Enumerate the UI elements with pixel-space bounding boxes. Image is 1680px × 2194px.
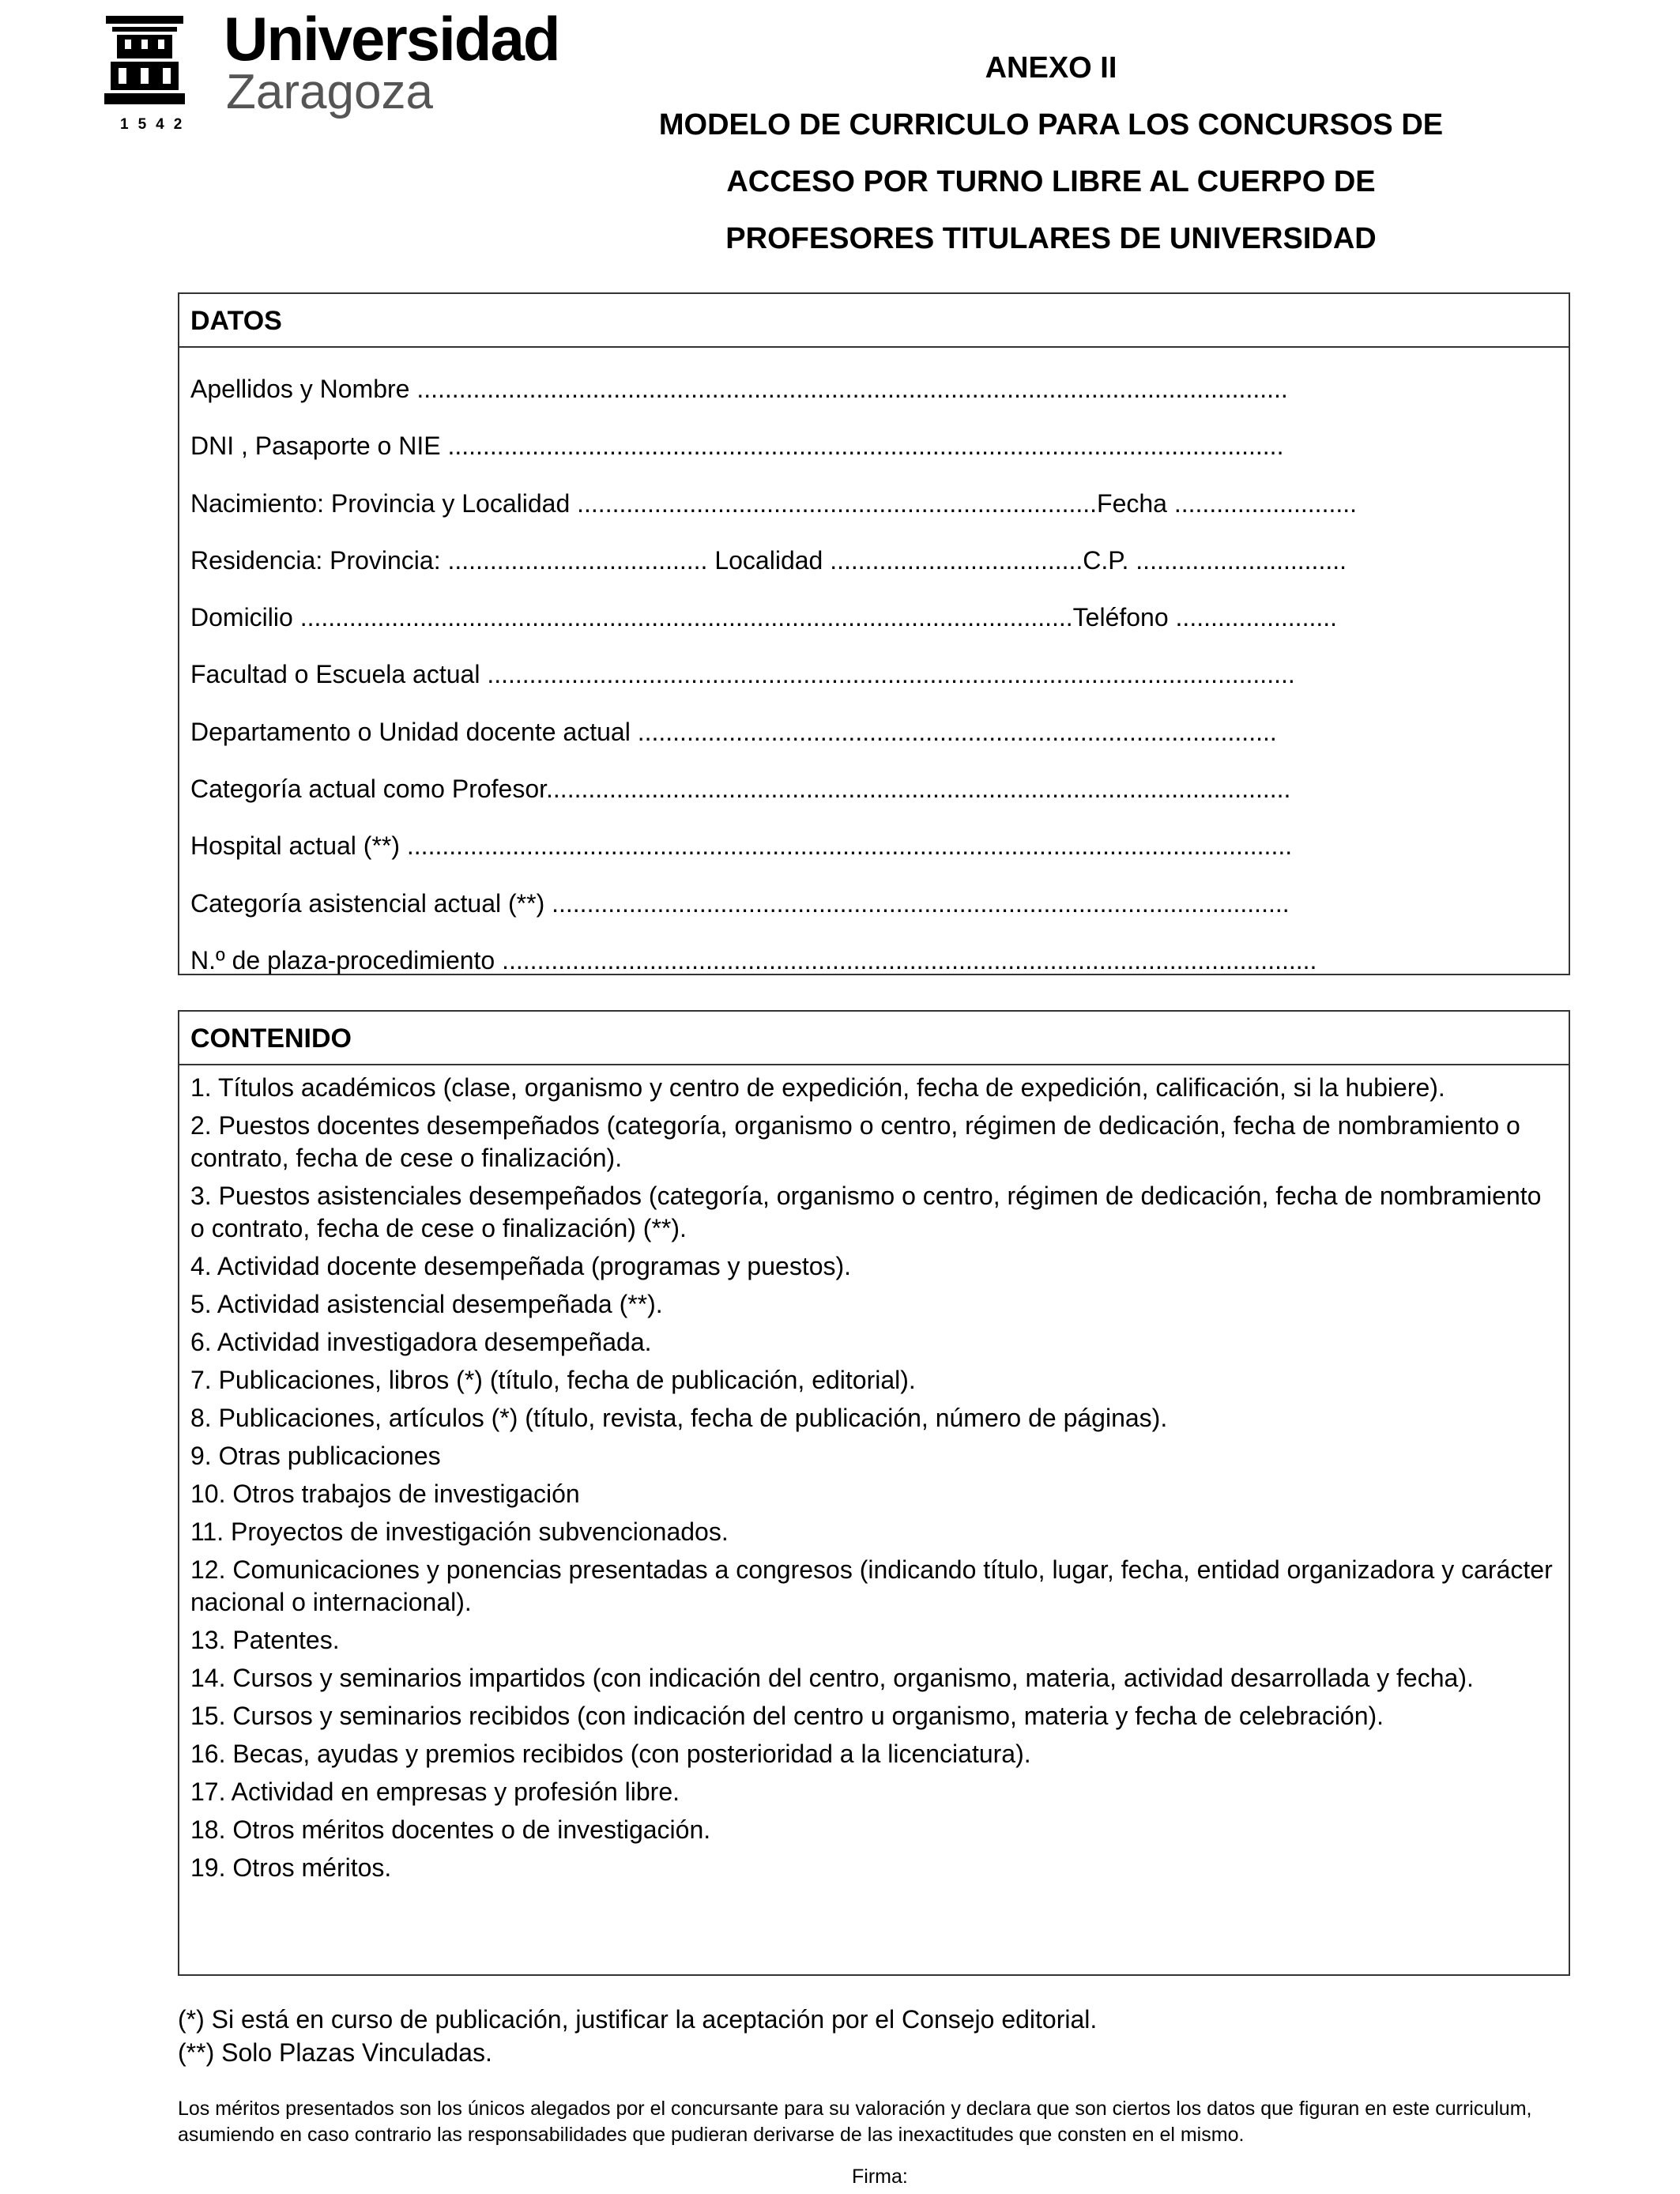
list-item: 12. Comunicaciones y ponencias presentadas a congresos (indicando título, lugar, fecha, entidad organizadora y carácter nacional o internacional).	[190, 1555, 1553, 1616]
logo-title: Universidad	[224, 4, 559, 74]
contenido-list	[179, 1065, 1569, 1884]
logo-year: 1542	[120, 116, 192, 133]
field-nacimiento[interactable]: Nacimiento: Provincia y Localidad ..........................................................................Fecha ..........................	[190, 488, 1358, 518]
list-item: 19. Otros méritos.	[190, 1853, 392, 1882]
footnotes	[178, 2003, 1097, 2069]
field-dni[interactable]: DNI , Pasaporte o NIE .......................................................................................................................	[190, 432, 1284, 461]
datos-fields	[179, 348, 1569, 989]
signature-label: Firma:	[852, 2166, 908, 2188]
title-line: ANEXO II	[985, 51, 1117, 85]
contenido-section	[178, 1010, 1570, 1976]
field-domicilio[interactable]: Domicilio ..............................................................................................................Teléfono .......................	[190, 603, 1338, 632]
list-item: 7. Publicaciones, libros (*) (título, fecha de publicación, editorial).	[190, 1366, 916, 1394]
footnote: (*) Si está en curso de publicación, justificar la aceptación por el Consejo editorial.	[178, 2005, 1098, 2034]
university-logo	[101, 4, 559, 139]
list-item: 5. Actividad asistencial desempeñada (**).	[190, 1290, 663, 1318]
list-item: 10. Otros trabajos de investigación	[190, 1480, 580, 1508]
list-item: 17. Actividad en empresas y profesión libre.	[190, 1777, 680, 1806]
footnote: (**) Solo Plazas Vinculadas.	[178, 2038, 492, 2067]
list-item: 14. Cursos y seminarios impartidos (con indicación del centro, organismo, materia, actividad desarrollada y fecha).	[190, 1664, 1474, 1692]
title-line: MODELO DE CURRICULO PARA LOS CONCURSOS DE	[658, 108, 1444, 141]
field-categoria-profesor[interactable]: Categoría actual como Profesor..........................................................................................................	[190, 775, 1291, 804]
field-facultad[interactable]: Facultad o Escuela actual ...................................................................................................................	[190, 660, 1295, 689]
title-line: PROFESORES TITULARES DE UNIVERSIDAD	[725, 222, 1377, 255]
list-item: 11. Proyectos de investigación subvencionados.	[190, 1517, 729, 1546]
list-item: 6. Actividad investigadora desempeñada.	[190, 1328, 652, 1356]
list-item: 3. Puestos asistenciales desempeñados (categoría, organismo o centro, régimen de dedicación, fecha de nombramiento o contrato, fecha de cese o finalización) (**).	[190, 1182, 1542, 1242]
datos-heading: DATOS	[179, 294, 1569, 348]
list-item: 15. Cursos y seminarios recibidos (con indicación del centro u organismo, materia y fecha de celebración).	[190, 1702, 1384, 1730]
field-apellidos-nombre[interactable]: Apellidos y Nombre ............................................................................................................................	[190, 375, 1288, 403]
list-item: 9. Otras publicaciones	[190, 1442, 441, 1470]
contenido-heading: CONTENIDO	[179, 1012, 1569, 1065]
list-item: 13. Patentes.	[190, 1626, 340, 1654]
list-item: 8. Publicaciones, artículos (*) (título, revista, fecha de publicación, número de páginas).	[190, 1404, 1168, 1432]
list-item: 4. Actividad docente desempeñada (programas y puestos).	[190, 1252, 852, 1280]
list-item: 1. Títulos académicos (clase, organismo y centro de expedición, fecha de expedición, calificación, si la hubiere).	[190, 1073, 1445, 1102]
field-residencia[interactable]: Residencia: Provincia: ..................................... Localidad ....................................C.P. ..............................	[190, 545, 1347, 575]
field-departamento[interactable]: Departamento o Unidad docente actual ...........................................................................................	[190, 717, 1277, 746]
field-hospital[interactable]: Hospital actual (**) ..............................................................................................................................	[190, 831, 1293, 861]
tower-emblem-icon	[101, 13, 188, 114]
field-categoria-asistencial[interactable]: Categoría asistencial actual (**) .........................................................................................................	[190, 888, 1290, 918]
declaration-text: Los méritos presentados son los únicos alegados por el concursante para su valoración y declara que son ciertos los datos que figuran en este curriculum, asumiendo en caso contrario las responsabilidades que pudieran derivarse de las inexactitudes que consten en el mismo.	[178, 2098, 1532, 2146]
field-plaza-procedimiento[interactable]: N.º de plaza-procedimiento ....................................................................................................................	[190, 945, 1317, 974]
list-item: 2. Puestos docentes desempeñados (categoría, organismo o centro, régimen de dedicación, fecha de nombramiento o contrato, fecha de cese o finalización).	[190, 1111, 1520, 1172]
list-item: 18. Otros méritos docentes o de investigación.	[190, 1815, 711, 1844]
list-item: 16. Becas, ayudas y premios recibidos (con posterioridad a la licenciatura).	[190, 1740, 1031, 1768]
document-title	[553, 40, 1549, 267]
logo-subtitle: Zaragoza	[226, 65, 433, 119]
title-line: ACCESO POR TURNO LIBRE AL CUERPO DE	[726, 165, 1376, 198]
datos-section	[178, 292, 1570, 975]
